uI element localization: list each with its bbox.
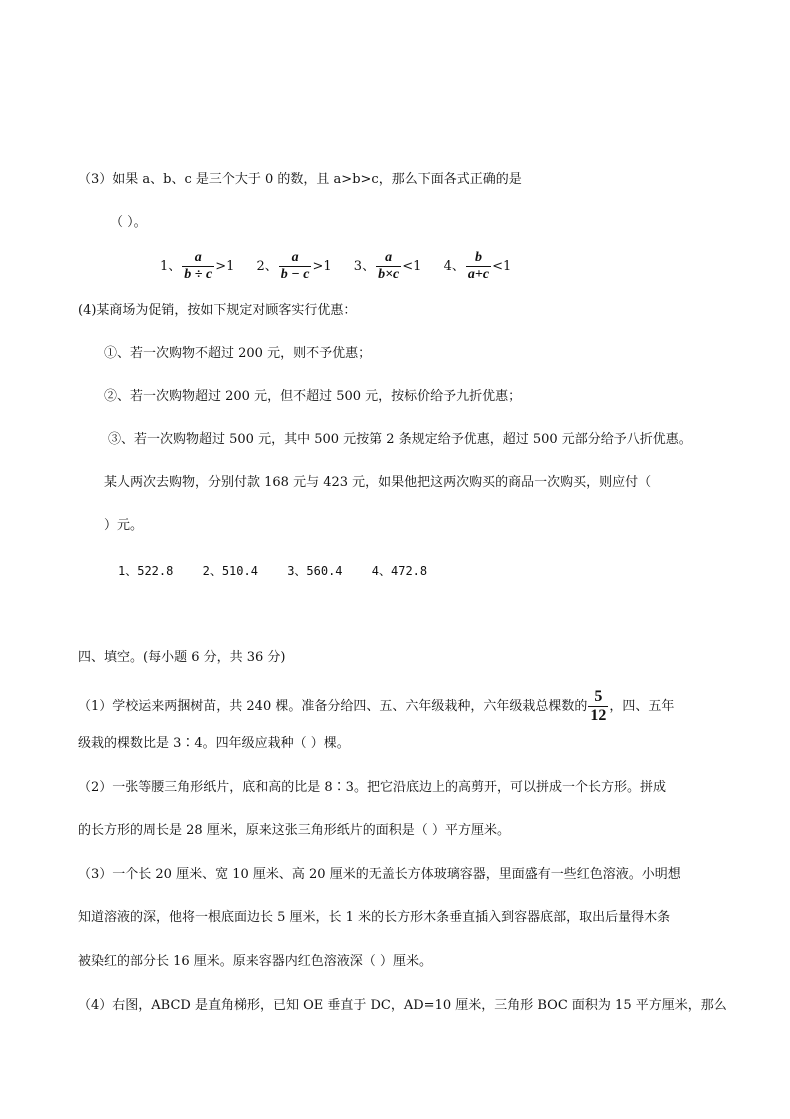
numerator: a xyxy=(385,250,393,265)
s4-p1-line-1 xyxy=(78,688,674,725)
numerator: 5 xyxy=(594,688,603,705)
q3-stem: （3）如果 a、b、c 是三个大于 0 的数，且 a>b>c，那么下面各式正确的是 xyxy=(78,172,522,187)
numerator: a xyxy=(194,250,202,265)
s4-p3-line-3: 被染红的部分长 16 厘米。原来容器内红色溶液深（ ）厘米。 xyxy=(78,954,432,969)
q4-rule-3: ③、若一次购物超过 500 元，其中 500 元按第 2 条规定给予优惠，超过 500 元部分给予八折优惠。 xyxy=(108,432,692,447)
option-prefix: 1、 xyxy=(160,259,182,274)
s4-p2-line-2: 的长方形的周长是 28 厘米，原来这张三角形纸片的面积是（ ）平方厘米。 xyxy=(78,823,510,838)
q4-question-line-2: ）元。 xyxy=(104,518,144,533)
numerator: b xyxy=(474,250,482,265)
relation: >1 xyxy=(312,259,332,274)
fraction xyxy=(279,250,312,283)
q4-choice-4[interactable]: 4、472.8 xyxy=(371,564,428,578)
q4-choice-2[interactable]: 2、510.4 xyxy=(202,564,258,578)
option-prefix: 2、 xyxy=(256,259,278,274)
numerator: a xyxy=(291,250,299,265)
s4-p1-text-b: ，四、五年 xyxy=(609,699,675,714)
q3-answer-blank: （ ）。 xyxy=(110,215,147,230)
option-prefix: 3、 xyxy=(353,259,376,274)
s4-p3-line-2: 知道溶液的深，他将一根底面边长 5 厘米，长 1 米的长方形木条垂直插入到容器底部，取出后量得木条 xyxy=(78,910,671,925)
relation: <1 xyxy=(402,259,422,274)
q4-question-line-1: 某人两次去购物，分别付款 168 元与 423 元，如果他把这两次购买的商品一次购买，则应付（ xyxy=(104,475,652,490)
s4-p3-line-1: （3）一个长 20 厘米、宽 10 厘米、高 20 厘米的无盖长方体玻璃容器，里面盛有一些红色溶液。小明想 xyxy=(78,867,681,882)
q4-rule-2: ②、若一次购物超过 200 元，但不超过 500 元，按标价给予九折优惠； xyxy=(104,389,522,404)
q4-rule-1: ①、若一次购物不超过 200 元，则不予优惠； xyxy=(104,346,372,361)
q3-option-4[interactable] xyxy=(444,250,512,284)
denominator: b×c xyxy=(378,267,400,282)
s4-p4-line-1: （4）右图，ABCD 是直角梯形，已知 OE 垂直于 DC，AD=10 厘米，三角形 BOC 面积为 15 平方厘米，那么 xyxy=(78,998,727,1013)
fraction xyxy=(466,250,491,283)
denominator: a+c xyxy=(467,267,490,282)
denominator: 12 xyxy=(590,707,607,724)
denominator: b ÷ c xyxy=(184,267,213,282)
s4-p1-line-2: 级栽的棵数比是 3∶4。四年级应栽种（ ）棵。 xyxy=(78,736,350,751)
fraction xyxy=(182,250,214,283)
relation: <1 xyxy=(492,259,512,274)
s4-p1-text-a: （1）学校运来两捆树苗，共 240 棵。准备分给四、五、六年级栽种，六年级栽总棵数的 xyxy=(78,699,588,714)
fraction-five-twelfths xyxy=(588,688,608,725)
section-heading: 四、填空。(每小题 6 分，共 36 分) xyxy=(78,650,286,665)
q4-choice-1[interactable]: 1、522.8 xyxy=(118,564,174,578)
relation: >1 xyxy=(215,259,235,274)
denominator: b − c xyxy=(280,267,310,282)
option-prefix: 4、 xyxy=(443,259,465,274)
q3-option-1[interactable] xyxy=(160,250,234,284)
q3-options xyxy=(160,250,529,284)
s4-p2-line-1: （2）一张等腰三角形纸片，底和高的比是 8∶3。把它沿底边上的高剪开，可以拼成一个长方形。拼成 xyxy=(78,780,666,795)
q3-option-3[interactable] xyxy=(354,250,422,284)
q4-choices xyxy=(118,561,427,581)
fraction xyxy=(376,250,401,283)
q4-choice-3[interactable]: 3、560.4 xyxy=(287,564,343,578)
q4-stem: (4)某商场为促销，按如下规定对顾客实行优惠： xyxy=(78,303,357,318)
q3-option-2[interactable] xyxy=(257,250,332,284)
